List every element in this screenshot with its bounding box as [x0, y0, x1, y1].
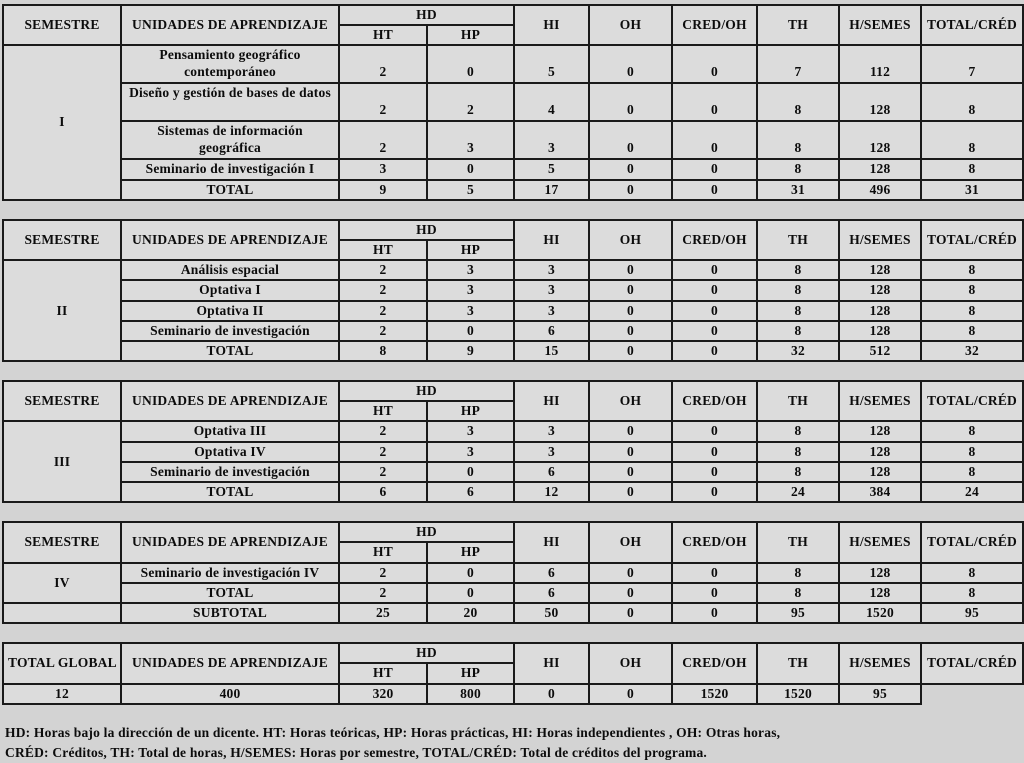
value-cred-oh: 0: [672, 563, 757, 583]
value-hi: 6: [514, 583, 589, 603]
value-oh: 0: [589, 260, 672, 280]
value-oh: 0: [589, 482, 672, 502]
unit-row: [3, 421, 1023, 441]
semester-cell: II: [3, 260, 121, 361]
value-h-semes: 128: [839, 260, 921, 280]
value-th: 8: [757, 321, 839, 341]
value-hi: 15: [514, 341, 589, 361]
value-hp: 0: [427, 462, 514, 482]
header-th: TH: [757, 522, 839, 562]
value-h-semes: 512: [839, 341, 921, 361]
header-cred-oh: CRED/OH: [672, 643, 757, 683]
value-hp: 6: [427, 482, 514, 502]
value-total-cred: 31: [921, 180, 1023, 200]
unit-name-cell: Optativa I: [121, 280, 339, 300]
value-total-cred: 95: [839, 684, 921, 704]
value-th: 8: [757, 121, 839, 159]
value-th: 1520: [672, 684, 757, 704]
value-ht: 2: [339, 462, 427, 482]
value-ht: 2: [339, 45, 427, 83]
value-hi: 3: [514, 421, 589, 441]
legend-footnote: [2, 723, 1022, 763]
value-h-semes: 128: [839, 583, 921, 603]
value-cred-oh: 0: [672, 180, 757, 200]
unit-row: [3, 159, 1023, 179]
value-ht: 2: [339, 321, 427, 341]
value-hi: 5: [514, 45, 589, 83]
total-row: [3, 180, 1023, 200]
value-oh: 0: [589, 421, 672, 441]
value-total-cred: 8: [921, 583, 1023, 603]
unit-name-cell: Diseño y gestión de bases de datos: [121, 83, 339, 121]
semester-cell: III: [3, 421, 121, 502]
header-unidades: UNIDADES DE APRENDIZAJE: [121, 522, 339, 562]
unit-row: [3, 462, 1023, 482]
value-hp: 20: [427, 603, 514, 623]
total-row: [3, 583, 1023, 603]
value-ht: 2: [339, 121, 427, 159]
value-ht: 400: [121, 684, 339, 704]
value-ht: 25: [339, 603, 427, 623]
value-cred-oh: 0: [672, 321, 757, 341]
value-th: 8: [757, 301, 839, 321]
value-cred-oh: 0: [672, 280, 757, 300]
semester-cell: I: [3, 45, 121, 199]
value-ht: 2: [339, 260, 427, 280]
header-hd: HD: [339, 643, 514, 663]
header-oh: OH: [589, 643, 672, 683]
table-header-semestre-ii: [3, 220, 1023, 260]
header-semestre: SEMESTRE: [3, 5, 121, 45]
value-cred-oh: 0: [672, 121, 757, 159]
table-total-global: [2, 642, 1024, 705]
unit-row: [3, 260, 1023, 280]
value-hp: 0: [427, 563, 514, 583]
unit-name-cell: Seminario de investigación I: [121, 159, 339, 179]
header-total-cred: TOTAL/CRÉD: [921, 5, 1023, 45]
legend-line-2: CRÉD: Créditos, TH: Total de horas, H/SEMES: Horas por semestre, TOTAL/CRÉD: Total de créditos del programa.: [5, 744, 707, 760]
value-th: 31: [757, 180, 839, 200]
value-total-cred: 8: [921, 301, 1023, 321]
header-semestre: SEMESTRE: [3, 220, 121, 260]
table-header-semestre-i: [3, 5, 1023, 45]
header-ht: HT: [339, 240, 427, 260]
table-semestre-ii: [2, 219, 1024, 362]
value-total-cred: 24: [921, 482, 1023, 502]
value-hi: 17: [514, 180, 589, 200]
header-cred-oh: CRED/OH: [672, 220, 757, 260]
value-hi: 6: [514, 321, 589, 341]
value-oh: 0: [589, 121, 672, 159]
header-ht: HT: [339, 542, 427, 562]
table-body-semestre-i: [3, 45, 1023, 199]
header-h-semes: H/SEMES: [839, 522, 921, 562]
header-h-semes: H/SEMES: [839, 5, 921, 45]
curriculum-tables: [2, 4, 1022, 705]
header-hp: HP: [427, 542, 514, 562]
value-th: 8: [757, 421, 839, 441]
value-hp: 0: [427, 159, 514, 179]
value-hi: 50: [514, 603, 589, 623]
header-hp: HP: [427, 401, 514, 421]
unit-name-cell: TOTAL: [121, 583, 339, 603]
value-hp: 3: [427, 442, 514, 462]
unit-row: [3, 301, 1023, 321]
value-th: 24: [757, 482, 839, 502]
value-h-semes: 128: [839, 159, 921, 179]
value-h-semes: 128: [839, 321, 921, 341]
value-total-cred: 8: [921, 121, 1023, 159]
header-h-semes: H/SEMES: [839, 643, 921, 683]
value-hi: 800: [427, 684, 514, 704]
header-unidades: UNIDADES DE APRENDIZAJE: [121, 220, 339, 260]
value-hp: 3: [427, 280, 514, 300]
value-cred-oh: 0: [589, 684, 672, 704]
table-header-semestre-iii: [3, 381, 1023, 421]
value-hp: 0: [427, 583, 514, 603]
value-hi: 5: [514, 159, 589, 179]
value-h-semes: 128: [839, 462, 921, 482]
value-h-semes: 112: [839, 45, 921, 83]
unit-name-cell: Optativa III: [121, 421, 339, 441]
semester-cell: IV: [3, 563, 121, 603]
value-oh: 0: [589, 341, 672, 361]
value-cred-oh: 0: [672, 583, 757, 603]
value-hp: 320: [339, 684, 427, 704]
value-cred-oh: 0: [672, 421, 757, 441]
unit-name-cell: TOTAL: [121, 180, 339, 200]
value-h-semes: 1520: [757, 684, 839, 704]
header-hi: HI: [514, 381, 589, 421]
header-total-cred: TOTAL/CRÉD: [921, 522, 1023, 562]
unit-name-cell: TOTAL: [121, 341, 339, 361]
value-hp: 3: [427, 121, 514, 159]
value-total-cred: 8: [921, 159, 1023, 179]
value-th: 8: [757, 442, 839, 462]
value-total-cred: 8: [921, 280, 1023, 300]
value-h-semes: 128: [839, 121, 921, 159]
unit-row: [3, 684, 1023, 704]
value-hp: 0: [427, 45, 514, 83]
value-h-semes: 384: [839, 482, 921, 502]
unit-row: [3, 45, 1023, 83]
unit-name-cell: Optativa IV: [121, 442, 339, 462]
value-total-cred: 95: [921, 603, 1023, 623]
value-cred-oh: 0: [672, 482, 757, 502]
value-th: 32: [757, 341, 839, 361]
value-th: 95: [757, 603, 839, 623]
value-oh: 0: [514, 684, 589, 704]
value-hi: 3: [514, 442, 589, 462]
header-hd: HD: [339, 220, 514, 240]
header-th: TH: [757, 381, 839, 421]
value-oh: 0: [589, 603, 672, 623]
value-cred-oh: 0: [672, 603, 757, 623]
value-h-semes: 128: [839, 442, 921, 462]
value-total-cred: 8: [921, 321, 1023, 341]
value-hi: 3: [514, 260, 589, 280]
value-ht: 2: [339, 83, 427, 121]
value-cred-oh: 0: [672, 301, 757, 321]
header-ht: HT: [339, 25, 427, 45]
unit-name-cell: Análisis espacial: [121, 260, 339, 280]
unit-name-cell: 12: [3, 684, 121, 704]
header-hd: HD: [339, 5, 514, 25]
value-ht: 2: [339, 442, 427, 462]
header-h-semes: H/SEMES: [839, 220, 921, 260]
header-hp: HP: [427, 25, 514, 45]
unit-name-cell: Optativa II: [121, 301, 339, 321]
total-row: [3, 341, 1023, 361]
value-h-semes: 496: [839, 180, 921, 200]
value-th: 8: [757, 260, 839, 280]
value-h-semes: 1520: [839, 603, 921, 623]
value-oh: 0: [589, 280, 672, 300]
value-total-cred: 8: [921, 260, 1023, 280]
unit-row: [3, 563, 1023, 583]
value-hi: 4: [514, 83, 589, 121]
table-semestre-iii: [2, 380, 1024, 503]
value-ht: 2: [339, 563, 427, 583]
value-hp: 9: [427, 341, 514, 361]
value-th: 8: [757, 280, 839, 300]
header-hi: HI: [514, 522, 589, 562]
header-oh: OH: [589, 220, 672, 260]
table-header-total-global: [3, 643, 1023, 683]
value-total-cred: 8: [921, 563, 1023, 583]
header-hi: HI: [514, 220, 589, 260]
total-row: [3, 482, 1023, 502]
header-total-cred: TOTAL/CRÉD: [921, 220, 1023, 260]
value-hi: 12: [514, 482, 589, 502]
unit-name-cell: Pensamiento geográfico contemporáneo: [121, 45, 339, 83]
header-unidades: UNIDADES DE APRENDIZAJE: [121, 381, 339, 421]
value-total-cred: 8: [921, 462, 1023, 482]
header-row-1: [3, 643, 1023, 663]
unit-row: [3, 83, 1023, 121]
header-total-cred: TOTAL/CRÉD: [921, 381, 1023, 421]
header-total-cred: TOTAL/CRÉD: [921, 643, 1023, 683]
table-body-semestre-ii: [3, 260, 1023, 361]
value-hp: 2: [427, 83, 514, 121]
value-total-cred: 8: [921, 83, 1023, 121]
value-hp: 3: [427, 421, 514, 441]
value-cred-oh: 0: [672, 159, 757, 179]
value-h-semes: 128: [839, 563, 921, 583]
blank-cell: [3, 603, 121, 623]
header-unidades: UNIDADES DE APRENDIZAJE: [121, 643, 339, 683]
header-hi: HI: [514, 643, 589, 683]
header-th: TH: [757, 5, 839, 45]
value-total-cred: 8: [921, 442, 1023, 462]
value-h-semes: 128: [839, 421, 921, 441]
header-row-1: [3, 381, 1023, 401]
header-semestre: TOTAL GLOBAL: [3, 643, 121, 683]
header-hp: HP: [427, 240, 514, 260]
value-hi: 3: [514, 301, 589, 321]
header-hi: HI: [514, 5, 589, 45]
value-th: 7: [757, 45, 839, 83]
value-oh: 0: [589, 159, 672, 179]
header-row-1: [3, 522, 1023, 542]
value-ht: 8: [339, 341, 427, 361]
value-oh: 0: [589, 563, 672, 583]
table-semestre-iv: [2, 521, 1024, 624]
header-row-1: [3, 5, 1023, 25]
value-hi: 6: [514, 462, 589, 482]
value-hi: 3: [514, 280, 589, 300]
header-unidades: UNIDADES DE APRENDIZAJE: [121, 5, 339, 45]
value-oh: 0: [589, 180, 672, 200]
header-hp: HP: [427, 663, 514, 683]
value-cred-oh: 0: [672, 341, 757, 361]
value-oh: 0: [589, 83, 672, 121]
unit-name-cell: TOTAL: [121, 482, 339, 502]
unit-name-cell: Sistemas de información geográfica: [121, 121, 339, 159]
value-ht: 2: [339, 583, 427, 603]
header-th: TH: [757, 220, 839, 260]
header-oh: OH: [589, 522, 672, 562]
value-ht: 2: [339, 280, 427, 300]
table-body-total-global: [3, 684, 1023, 704]
value-cred-oh: 0: [672, 45, 757, 83]
header-semestre: SEMESTRE: [3, 522, 121, 562]
table-semestre-i: [2, 4, 1024, 201]
table-body-semestre-iv: [3, 563, 1023, 624]
value-th: 8: [757, 583, 839, 603]
unit-row: [3, 121, 1023, 159]
value-oh: 0: [589, 301, 672, 321]
header-cred-oh: CRED/OH: [672, 381, 757, 421]
value-hi: 3: [514, 121, 589, 159]
legend-line-1: HD: Horas bajo la dirección de un dicente. HT: Horas teóricas, HP: Horas prácticas, HI: Horas independientes , OH: Otras horas,: [5, 724, 781, 740]
value-h-semes: 128: [839, 280, 921, 300]
value-th: 8: [757, 563, 839, 583]
header-row-1: [3, 220, 1023, 240]
value-h-semes: 128: [839, 301, 921, 321]
header-th: TH: [757, 643, 839, 683]
value-hp: 5: [427, 180, 514, 200]
value-total-cred: 7: [921, 45, 1023, 83]
value-cred-oh: 0: [672, 462, 757, 482]
value-oh: 0: [589, 462, 672, 482]
value-ht: 2: [339, 301, 427, 321]
subtotal-row: [3, 603, 1023, 623]
header-cred-oh: CRED/OH: [672, 522, 757, 562]
table-body-semestre-iii: [3, 421, 1023, 502]
value-th: 8: [757, 462, 839, 482]
value-ht: 2: [339, 421, 427, 441]
header-ht: HT: [339, 401, 427, 421]
header-semestre: SEMESTRE: [3, 381, 121, 421]
header-hd: HD: [339, 381, 514, 401]
unit-row: [3, 280, 1023, 300]
value-h-semes: 128: [839, 83, 921, 121]
header-oh: OH: [589, 5, 672, 45]
value-th: 8: [757, 83, 839, 121]
value-oh: 0: [589, 583, 672, 603]
unit-name-cell: SUBTOTAL: [121, 603, 339, 623]
header-h-semes: H/SEMES: [839, 381, 921, 421]
value-hi: 6: [514, 563, 589, 583]
value-total-cred: 32: [921, 341, 1023, 361]
value-hp: 3: [427, 301, 514, 321]
value-ht: 3: [339, 159, 427, 179]
header-ht: HT: [339, 663, 427, 683]
unit-name-cell: Seminario de investigación: [121, 321, 339, 341]
unit-name-cell: Seminario de investigación: [121, 462, 339, 482]
value-total-cred: 8: [921, 421, 1023, 441]
unit-name-cell: Seminario de investigación IV: [121, 563, 339, 583]
value-oh: 0: [589, 442, 672, 462]
value-cred-oh: 0: [672, 442, 757, 462]
table-header-semestre-iv: [3, 522, 1023, 562]
header-oh: OH: [589, 381, 672, 421]
header-cred-oh: CRED/OH: [672, 5, 757, 45]
unit-row: [3, 321, 1023, 341]
value-cred-oh: 0: [672, 83, 757, 121]
value-hp: 3: [427, 260, 514, 280]
value-oh: 0: [589, 321, 672, 341]
value-th: 8: [757, 159, 839, 179]
value-ht: 6: [339, 482, 427, 502]
value-hp: 0: [427, 321, 514, 341]
value-oh: 0: [589, 45, 672, 83]
value-ht: 9: [339, 180, 427, 200]
header-hd: HD: [339, 522, 514, 542]
value-cred-oh: 0: [672, 260, 757, 280]
unit-row: [3, 442, 1023, 462]
